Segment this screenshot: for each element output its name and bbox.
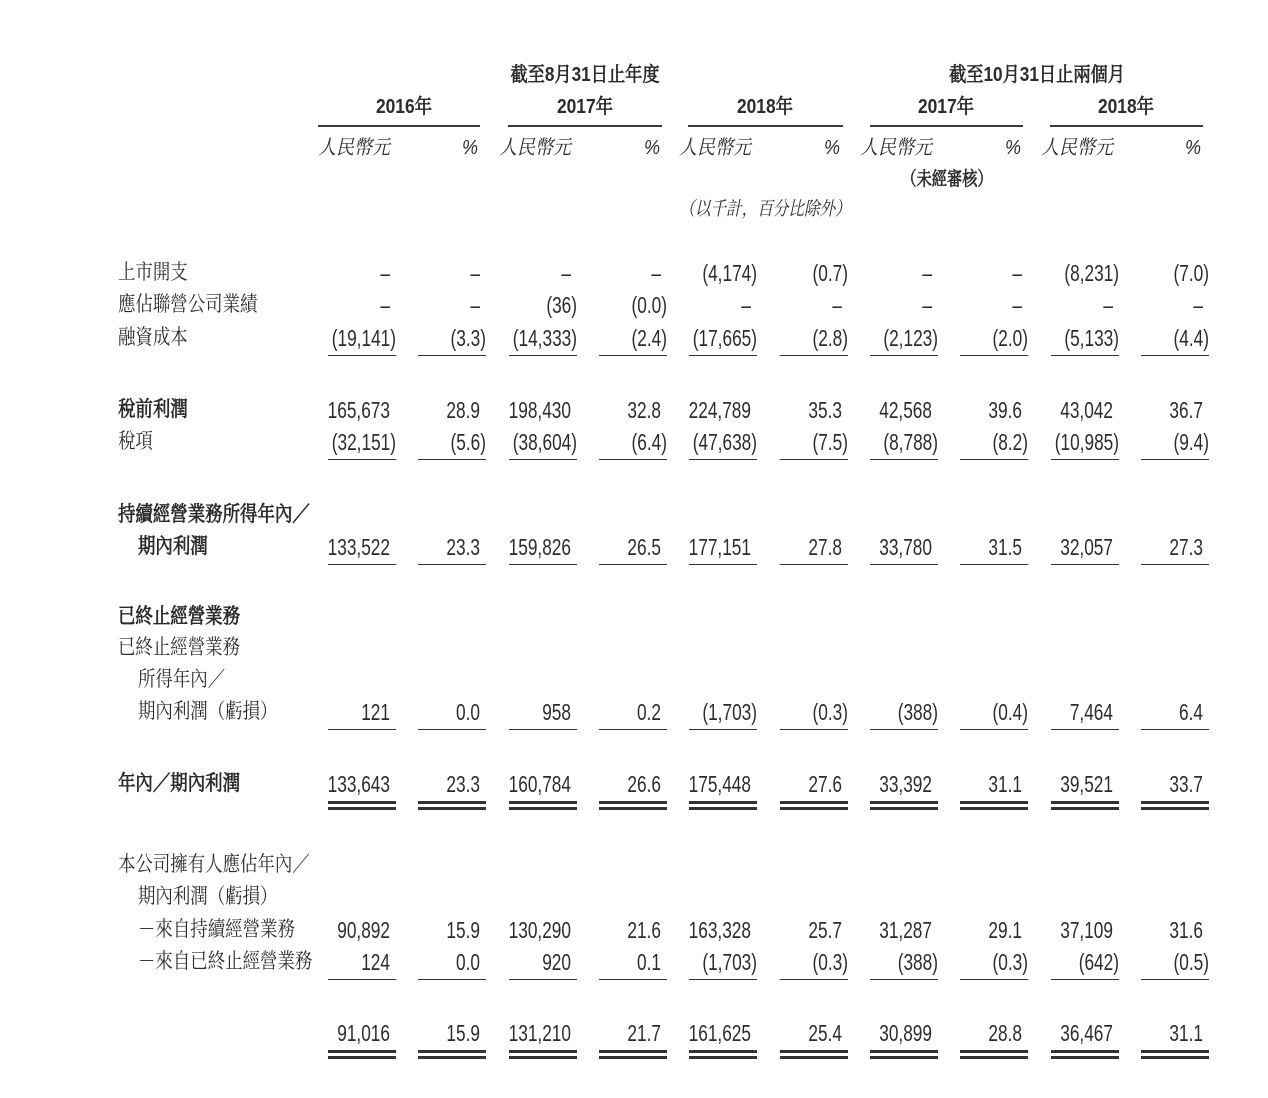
value-cell: (9.4) xyxy=(1173,429,1209,455)
value-cell: 163,328 xyxy=(688,917,751,943)
value-cell: – xyxy=(470,260,480,286)
single-underline xyxy=(509,979,577,980)
single-underline xyxy=(418,459,486,460)
value-cell: 32.8 xyxy=(627,397,661,423)
single-underline xyxy=(599,355,667,356)
double-underline xyxy=(689,801,757,810)
row-label: 已終止經營業務 xyxy=(118,605,241,628)
single-underline xyxy=(960,729,1028,730)
single-underline xyxy=(328,564,396,565)
single-underline xyxy=(870,979,938,980)
value-cell: – xyxy=(922,292,932,318)
single-underline xyxy=(1141,355,1209,356)
value-cell: (17,665) xyxy=(692,325,757,351)
table-row xyxy=(0,948,1268,976)
value-cell: 31,287 xyxy=(879,917,932,943)
table-row xyxy=(0,698,1268,726)
unaudited-note: （未經審核） xyxy=(901,169,993,190)
value-cell: 23.3 xyxy=(446,771,480,797)
value-cell: (642) xyxy=(1078,949,1119,975)
single-underline xyxy=(1051,729,1119,730)
value-cell: 36.7 xyxy=(1169,397,1203,423)
value-cell: 31.6 xyxy=(1169,917,1203,943)
value-cell: 29.1 xyxy=(988,917,1022,943)
table-row xyxy=(0,883,1268,911)
value-cell: 42,568 xyxy=(879,397,932,423)
unit-header-rmb: 人民幣元 xyxy=(499,137,571,159)
year-header: 2017年 xyxy=(917,96,975,118)
value-cell: 130,290 xyxy=(508,917,571,943)
single-underline xyxy=(328,729,396,730)
value-cell: 224,789 xyxy=(688,397,751,423)
value-cell: 26.5 xyxy=(627,534,661,560)
table-row xyxy=(0,770,1268,798)
units-note: （以千計，百分比除外） xyxy=(679,199,851,220)
table-row xyxy=(0,851,1268,879)
single-underline xyxy=(509,564,577,565)
value-cell: 133,522 xyxy=(327,534,390,560)
row-label: 本公司擁有人應佔年內／ xyxy=(118,853,310,876)
single-underline xyxy=(599,979,667,980)
table-row xyxy=(0,291,1268,319)
single-underline xyxy=(689,459,757,460)
single-underline xyxy=(328,979,396,980)
row-label: 年內／期內利潤 xyxy=(118,772,241,795)
value-cell: 28.8 xyxy=(988,1020,1022,1046)
value-cell: 161,625 xyxy=(688,1020,751,1046)
value-cell: 31.5 xyxy=(988,534,1022,560)
value-cell: 32,057 xyxy=(1060,534,1113,560)
row-label: 持續經營業務所得年內／ xyxy=(118,503,310,526)
value-cell: (4.4) xyxy=(1173,325,1209,351)
single-underline xyxy=(689,729,757,730)
value-cell: 31.1 xyxy=(1169,1020,1203,1046)
value-cell: (1,703) xyxy=(702,949,757,975)
value-cell: 7,464 xyxy=(1069,699,1113,725)
table-row xyxy=(0,666,1268,694)
value-cell: 958 xyxy=(542,699,571,725)
row-label: 期內利潤（虧損） xyxy=(138,700,278,723)
single-underline xyxy=(599,564,667,565)
single-underline xyxy=(780,729,848,730)
value-cell: 21.7 xyxy=(627,1020,661,1046)
single-underline xyxy=(780,459,848,460)
value-cell: – xyxy=(470,292,480,318)
value-cell: – xyxy=(922,260,932,286)
value-cell: (5.6) xyxy=(450,429,486,455)
value-cell: 6.4 xyxy=(1179,699,1203,725)
value-cell: 23.3 xyxy=(446,534,480,560)
table-row xyxy=(0,324,1268,352)
value-cell: (32,151) xyxy=(331,429,396,455)
value-cell: – xyxy=(1193,292,1203,318)
double-underline xyxy=(599,801,667,810)
table-row xyxy=(0,501,1268,529)
single-underline xyxy=(960,564,1028,565)
value-cell: 35.3 xyxy=(808,397,842,423)
double-underline xyxy=(1051,1050,1119,1059)
single-underline xyxy=(418,355,486,356)
value-cell: 33,392 xyxy=(879,771,932,797)
single-underline xyxy=(1141,729,1209,730)
value-cell: 27.3 xyxy=(1169,534,1203,560)
single-underline xyxy=(509,729,577,730)
value-cell: (2.8) xyxy=(812,325,848,351)
single-underline xyxy=(1051,355,1119,356)
table-row xyxy=(0,1019,1268,1047)
single-underline xyxy=(599,459,667,460)
double-underline xyxy=(870,1050,938,1059)
unit-header-rmb: 人民幣元 xyxy=(318,137,390,159)
value-cell: (0.5) xyxy=(1173,949,1209,975)
year-header-rule xyxy=(318,125,480,127)
row-label: 稅前利潤 xyxy=(118,398,188,421)
unit-header-rmb: 人民幣元 xyxy=(1041,137,1113,159)
value-cell: – xyxy=(832,292,842,318)
single-underline xyxy=(1051,979,1119,980)
row-label: －來自持續經營業務 xyxy=(138,918,295,941)
value-cell: 91,016 xyxy=(337,1020,390,1046)
single-underline xyxy=(780,355,848,356)
value-cell: 121 xyxy=(361,699,390,725)
year-header: 2018年 xyxy=(1097,96,1155,118)
single-underline xyxy=(509,459,577,460)
value-cell: 36,467 xyxy=(1060,1020,1113,1046)
single-underline xyxy=(599,729,667,730)
value-cell: 133,643 xyxy=(327,771,390,797)
year-header: 2018年 xyxy=(736,96,794,118)
single-underline xyxy=(418,979,486,980)
double-underline xyxy=(509,801,577,810)
value-cell: (8,788) xyxy=(883,429,938,455)
value-cell: (0.3) xyxy=(812,949,848,975)
single-underline xyxy=(870,459,938,460)
row-label: 應佔聯營公司業績 xyxy=(118,293,258,316)
value-cell: (388) xyxy=(897,699,938,725)
single-underline xyxy=(1141,564,1209,565)
year-header: 2017年 xyxy=(556,96,614,118)
value-cell: 21.6 xyxy=(627,917,661,943)
value-cell: (388) xyxy=(897,949,938,975)
value-cell: 15.9 xyxy=(446,1020,480,1046)
single-underline xyxy=(780,979,848,980)
value-cell: (0.0) xyxy=(631,292,667,318)
double-underline xyxy=(418,1050,486,1059)
single-underline xyxy=(960,459,1028,460)
single-underline xyxy=(960,355,1028,356)
value-cell: – xyxy=(1012,292,1022,318)
double-underline xyxy=(599,1050,667,1059)
value-cell: 33.7 xyxy=(1169,771,1203,797)
row-label: 稅項 xyxy=(118,430,153,453)
double-underline xyxy=(689,1050,757,1059)
double-underline xyxy=(780,1050,848,1059)
double-underline xyxy=(509,1050,577,1059)
value-cell: 0.0 xyxy=(456,949,480,975)
value-cell: (8.2) xyxy=(992,429,1028,455)
year-header-rule xyxy=(508,125,662,127)
value-cell: 0.1 xyxy=(637,949,661,975)
value-cell: (2,123) xyxy=(883,325,938,351)
value-cell: 33,780 xyxy=(879,534,932,560)
value-cell: (47,638) xyxy=(692,429,757,455)
row-label: 融資成本 xyxy=(118,326,188,349)
value-cell: 26.6 xyxy=(627,771,661,797)
row-label: 所得年內／ xyxy=(138,668,226,691)
value-cell: 25.7 xyxy=(808,917,842,943)
single-underline xyxy=(1051,459,1119,460)
table-row xyxy=(0,396,1268,424)
value-cell: 90,892 xyxy=(337,917,390,943)
double-underline xyxy=(870,801,938,810)
unit-header-percent: % xyxy=(823,137,840,159)
value-cell: (2.4) xyxy=(631,325,667,351)
value-cell: (1,703) xyxy=(702,699,757,725)
row-label: 已終止經營業務 xyxy=(118,636,241,659)
single-underline xyxy=(1141,979,1209,980)
value-cell: (7.0) xyxy=(1173,260,1209,286)
value-cell: (0.3) xyxy=(812,699,848,725)
unit-header-rmb: 人民幣元 xyxy=(860,137,932,159)
value-cell: (6.4) xyxy=(631,429,667,455)
value-cell: (10,985) xyxy=(1054,429,1119,455)
single-underline xyxy=(1051,564,1119,565)
year-header-rule xyxy=(1050,125,1203,127)
value-cell: – xyxy=(1012,260,1022,286)
single-underline xyxy=(870,355,938,356)
row-label: 期內利潤（虧損） xyxy=(138,885,278,908)
value-cell: 159,826 xyxy=(508,534,571,560)
double-underline xyxy=(960,801,1028,810)
group-title-two-months: 截至10月31日止兩個月 xyxy=(949,64,1125,86)
value-cell: (2.0) xyxy=(992,325,1028,351)
value-cell: 37,109 xyxy=(1060,917,1113,943)
value-cell: 25.4 xyxy=(808,1020,842,1046)
value-cell: (5,133) xyxy=(1064,325,1119,351)
value-cell: – xyxy=(380,260,390,286)
value-cell: 30,899 xyxy=(879,1020,932,1046)
year-header: 2016年 xyxy=(375,96,433,118)
value-cell: 124 xyxy=(361,949,390,975)
table-row xyxy=(0,533,1268,561)
unit-header-percent: % xyxy=(1184,137,1201,159)
value-cell: 28.9 xyxy=(446,397,480,423)
single-underline xyxy=(960,979,1028,980)
table-row xyxy=(0,428,1268,456)
value-cell: 0.0 xyxy=(456,699,480,725)
row-label: 期內利潤 xyxy=(138,535,208,558)
value-cell: 27.8 xyxy=(808,534,842,560)
double-underline xyxy=(328,1050,396,1059)
double-underline xyxy=(1141,801,1209,810)
value-cell: 920 xyxy=(542,949,571,975)
table-row xyxy=(0,603,1268,631)
single-underline xyxy=(870,564,938,565)
value-cell: 131,210 xyxy=(508,1020,571,1046)
value-cell: (36) xyxy=(546,292,577,318)
table-row xyxy=(0,916,1268,944)
single-underline xyxy=(1141,459,1209,460)
value-cell: 39.6 xyxy=(988,397,1022,423)
value-cell: 177,151 xyxy=(688,534,751,560)
value-cell: (0.3) xyxy=(992,949,1028,975)
double-underline xyxy=(328,801,396,810)
unit-header-percent: % xyxy=(461,137,478,159)
value-cell: (7.5) xyxy=(812,429,848,455)
value-cell: 160,784 xyxy=(508,771,571,797)
value-cell: 175,448 xyxy=(688,771,751,797)
single-underline xyxy=(328,459,396,460)
value-cell: (38,604) xyxy=(512,429,577,455)
value-cell: 27.6 xyxy=(808,771,842,797)
double-underline xyxy=(418,801,486,810)
unit-header-percent: % xyxy=(643,137,660,159)
year-header-rule xyxy=(688,125,843,127)
year-header-rule xyxy=(870,125,1023,127)
value-cell: (8,231) xyxy=(1064,260,1119,286)
table-row xyxy=(0,259,1268,287)
value-cell: 165,673 xyxy=(327,397,390,423)
single-underline xyxy=(689,979,757,980)
single-underline xyxy=(418,564,486,565)
double-underline xyxy=(780,801,848,810)
single-underline xyxy=(418,729,486,730)
value-cell: 31.1 xyxy=(988,771,1022,797)
value-cell: 15.9 xyxy=(446,917,480,943)
table-row xyxy=(0,634,1268,662)
value-cell: – xyxy=(651,260,661,286)
value-cell: – xyxy=(561,260,571,286)
value-cell: – xyxy=(380,292,390,318)
single-underline xyxy=(328,355,396,356)
value-cell: (0.7) xyxy=(812,260,848,286)
single-underline xyxy=(780,564,848,565)
value-cell: (19,141) xyxy=(331,325,396,351)
single-underline xyxy=(870,729,938,730)
value-cell: 198,430 xyxy=(508,397,571,423)
unit-header-rmb: 人民幣元 xyxy=(679,137,751,159)
double-underline xyxy=(1051,801,1119,810)
value-cell: (3.3) xyxy=(450,325,486,351)
value-cell: 0.2 xyxy=(637,699,661,725)
value-cell: (0.4) xyxy=(992,699,1028,725)
value-cell: (4,174) xyxy=(702,260,757,286)
double-underline xyxy=(960,1050,1028,1059)
single-underline xyxy=(689,355,757,356)
single-underline xyxy=(689,564,757,565)
value-cell: – xyxy=(1103,292,1113,318)
value-cell: (14,333) xyxy=(512,325,577,351)
value-cell: 43,042 xyxy=(1060,397,1113,423)
group-title-fiscal-year: 截至8月31日止年度 xyxy=(510,64,660,86)
double-underline xyxy=(1141,1050,1209,1059)
value-cell: 39,521 xyxy=(1060,771,1113,797)
row-label: 上市開支 xyxy=(118,261,188,284)
single-underline xyxy=(509,355,577,356)
row-label: －來自已終止經營業務 xyxy=(138,950,313,973)
value-cell: – xyxy=(741,292,751,318)
unit-header-percent: % xyxy=(1004,137,1021,159)
